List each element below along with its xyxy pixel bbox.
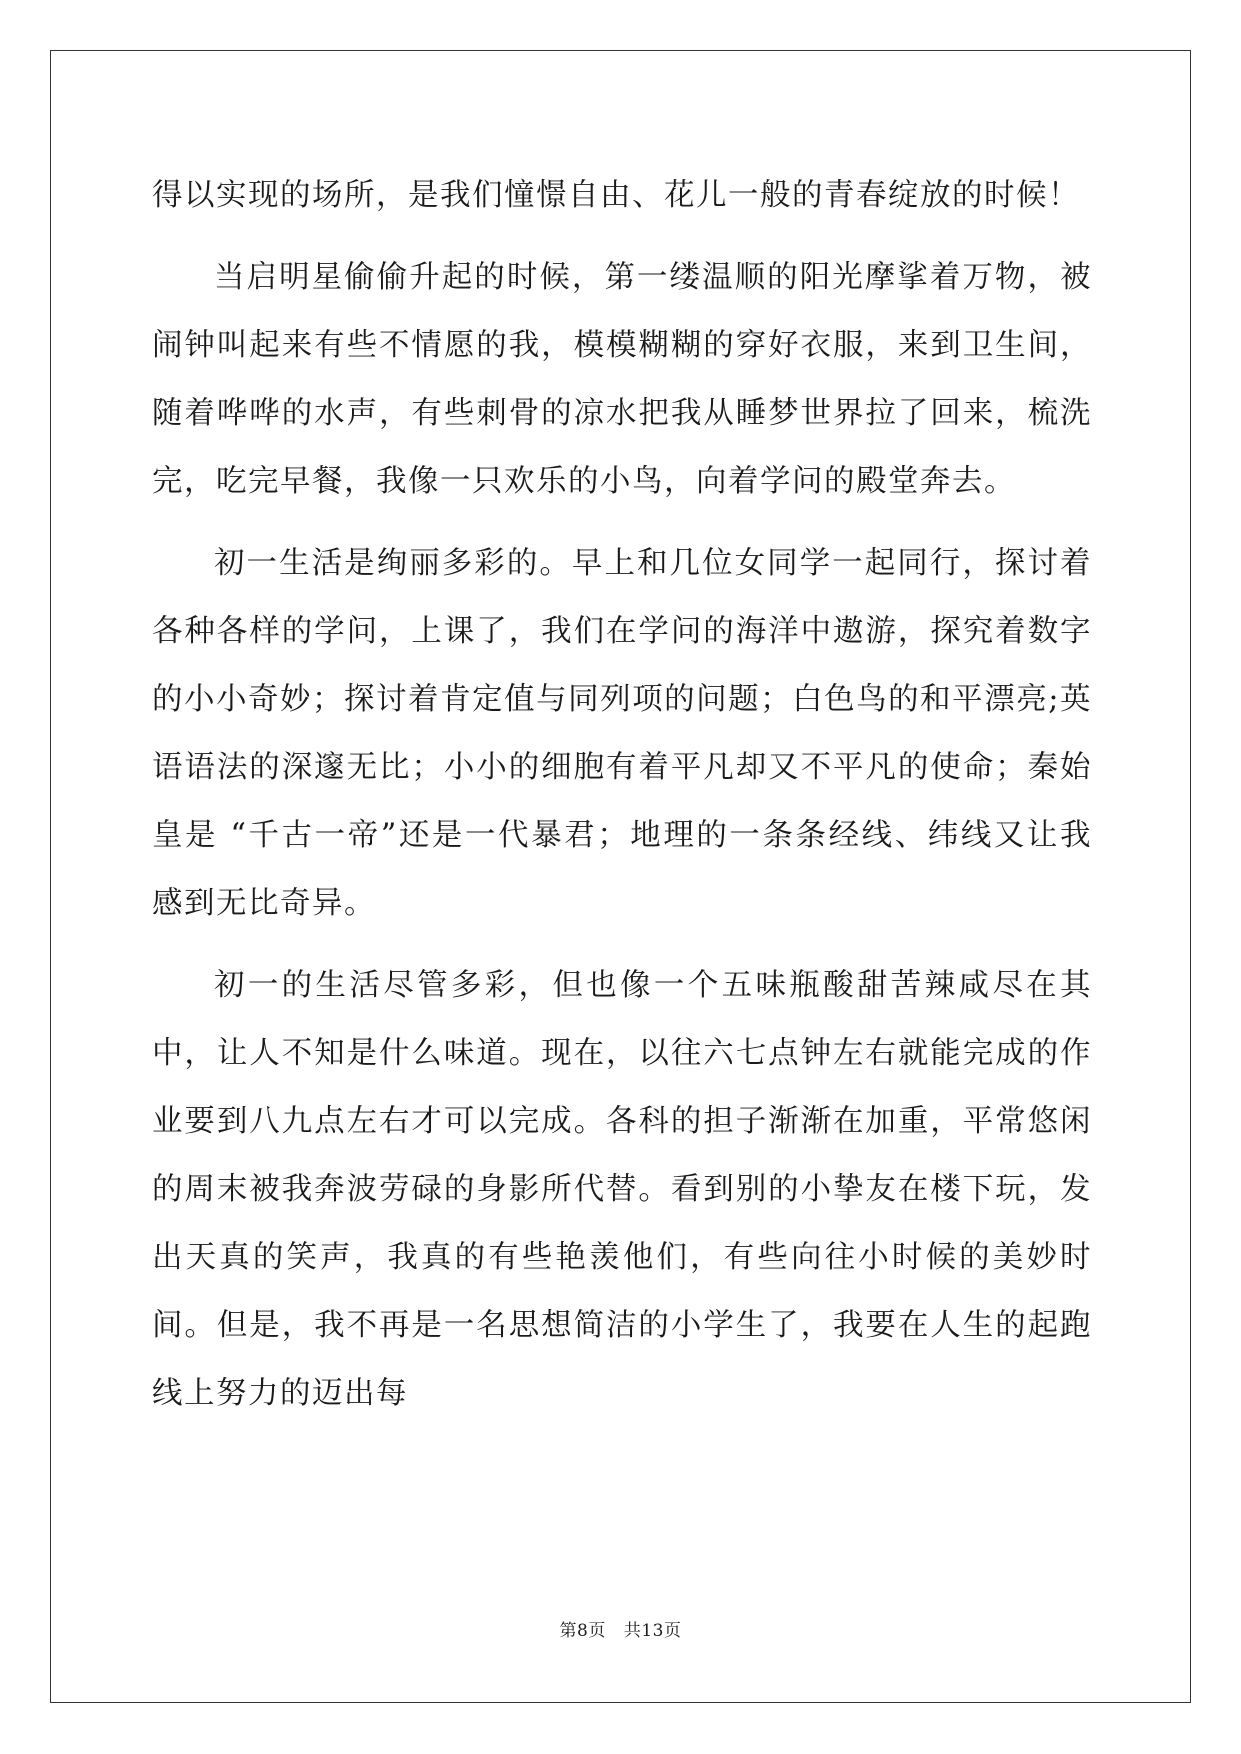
paragraph-1: 得以实现的场所，是我们憧憬自由、花儿一般的青春绽放的时候！ — [152, 178, 1080, 213]
total-page-count: 共13页 — [623, 1621, 682, 1641]
paragraph-3: 初一生活是绚丽多彩的。早上和几位女同学一起同行，探讨着各种各样的学问，上课了，我们在学问的海洋中遨游，探究着数字的小小奇妙；探讨着肯定值与同列项的问题；白色鸟的和平漂亮;英语语法的深邃无比；小小的细胞有着平凡却又不平凡的使命；秦始皇是 “千古一帝”还是一代暴君；地理的一条条经线、纬线又让我感到无比奇异。 — [152, 546, 1092, 921]
paragraph-2: 当启明星偷偷升起的时候，第一缕温顺的阳光摩挲着万物，被闹钟叫起来有些不情愿的我，模模糊糊的穿好衣服，来到卫生间，随着哗哗的水声，有些刺骨的凉水把我从睡梦世界拉了回来，梳洗完，吃完早餐，我像一只欢乐的小鸟，向着学问的殿堂奔去。 — [152, 260, 1092, 499]
page-footer — [0, 1616, 1241, 1641]
paragraph-4: 初一的生活尽管多彩，但也像一个五味瓶酸甜苦辣咸尽在其中，让人不知是什么味道。现在，以往六七点钟左右就能完成的作业要到八九点左右才可以完成。各科的担子渐渐在加重，平常悠闲的周末被我奔波劳碌的身影所代替。看到别的小挚友在楼下玩，发出天真的笑声，我真的有些艳羡他们，有些向往小时候的美妙时间。但是，我不再是一名思想简洁的小学生了，我要在人生的起跑线上努力的迈出每 — [152, 968, 1092, 1411]
document-body — [152, 162, 1092, 1428]
current-page-number: 第8页 — [559, 1621, 606, 1641]
